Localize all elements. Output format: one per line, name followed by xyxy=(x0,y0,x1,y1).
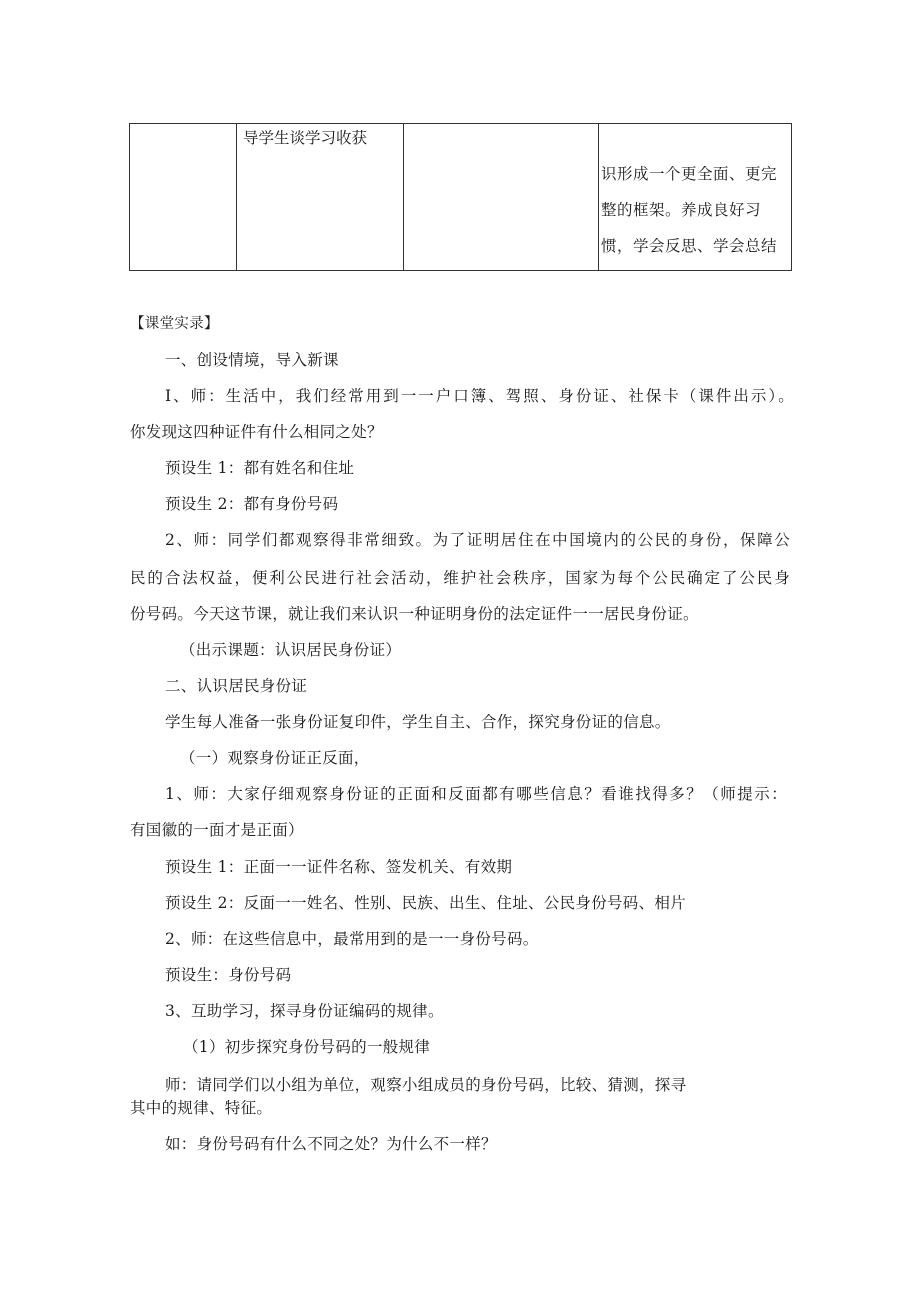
table-cell-design-intent xyxy=(599,124,792,271)
paragraph-line: 份号码。今天这节课，就让我们来认识一种证明身份的法定证件一一居民身份证。 xyxy=(130,605,699,623)
preset-answer: 预设生 2：反面一一姓名、性别、民族、出生、住址、公民身份号码、相片 xyxy=(165,894,686,912)
paragraph-line: 民的合法权益，便利公民进行社会活动，维护社会秩序，国家为每个公民确定了公民身 xyxy=(130,569,790,587)
preset-answer: 预设生 1：都有姓名和住址 xyxy=(165,459,355,477)
paragraph-line: I、师：生活中，我们经常用到一一户口簿、驾照、身份证、社保卡（课件出示）。 xyxy=(165,387,794,405)
design-intent-line: 识形成一个更全面、更完 xyxy=(601,165,778,183)
lesson-plan-table xyxy=(129,123,792,271)
table-cell-stage xyxy=(130,124,237,271)
design-intent-line: 惯，学会反思、学会总结 xyxy=(601,237,778,255)
subheading-explore: （1）初步探究身份号码的一般规律 xyxy=(183,1038,431,1056)
design-intent-line: 整的框架。养成良好习 xyxy=(601,201,762,219)
paragraph-line: 学生每人准备一张身份证复印件，学生自主、合作，探究身份证的信息。 xyxy=(165,713,671,731)
section-heading-classroom-record: 【课堂实录】 xyxy=(130,316,219,332)
paragraph-line: 其中的规律、特征。 xyxy=(130,1099,273,1117)
table-cell-student-activity xyxy=(404,124,599,271)
table-cell-teacher-activity: 导学生谈学习收获 xyxy=(237,124,404,271)
paragraph-line: 如：身份号码有什么不同之处？为什么不一样？ xyxy=(165,1135,497,1153)
paragraph-line: 有国徽的一面才是正面） xyxy=(130,821,304,839)
paragraph-line: 1、师：大家仔细观察身份证的正面和反面都有哪些信息？看谁找得多？（师提示： xyxy=(165,785,787,803)
table-row xyxy=(130,124,792,271)
paragraph-line: 2、师：在这些信息中，最常用到的是一一身份号码。 xyxy=(165,930,539,948)
heading-part-one: 一、创设情境，导入新课 xyxy=(165,351,339,369)
paragraph-line: 2、师：同学们都观察得非常细致。为了证明居住在中国境内的公民的身份，保障公 xyxy=(165,531,790,549)
paragraph-line: 3、互助学习，探寻身份证编码的规律。 xyxy=(165,1002,444,1020)
preset-answer: 预设生：身份号码 xyxy=(165,966,292,984)
heading-part-two: 二、认识居民身份证 xyxy=(165,677,308,695)
subheading-observe: （一）观察身份证正反面， xyxy=(180,749,370,767)
paragraph-line: 师：请同学们以小组为单位，观察小组成员的身份号码，比较、猜测，探寻 xyxy=(165,1076,687,1094)
paragraph-line: 你发现这四种证件有什么相同之处？ xyxy=(130,423,383,441)
preset-answer: 预设生 1：正面一一证件名称、签发机关、有效期 xyxy=(165,858,513,876)
preset-answer: 预设生 2：都有身份号码 xyxy=(165,495,339,513)
lesson-topic-note: （出示课题：认识居民身份证） xyxy=(180,641,402,659)
